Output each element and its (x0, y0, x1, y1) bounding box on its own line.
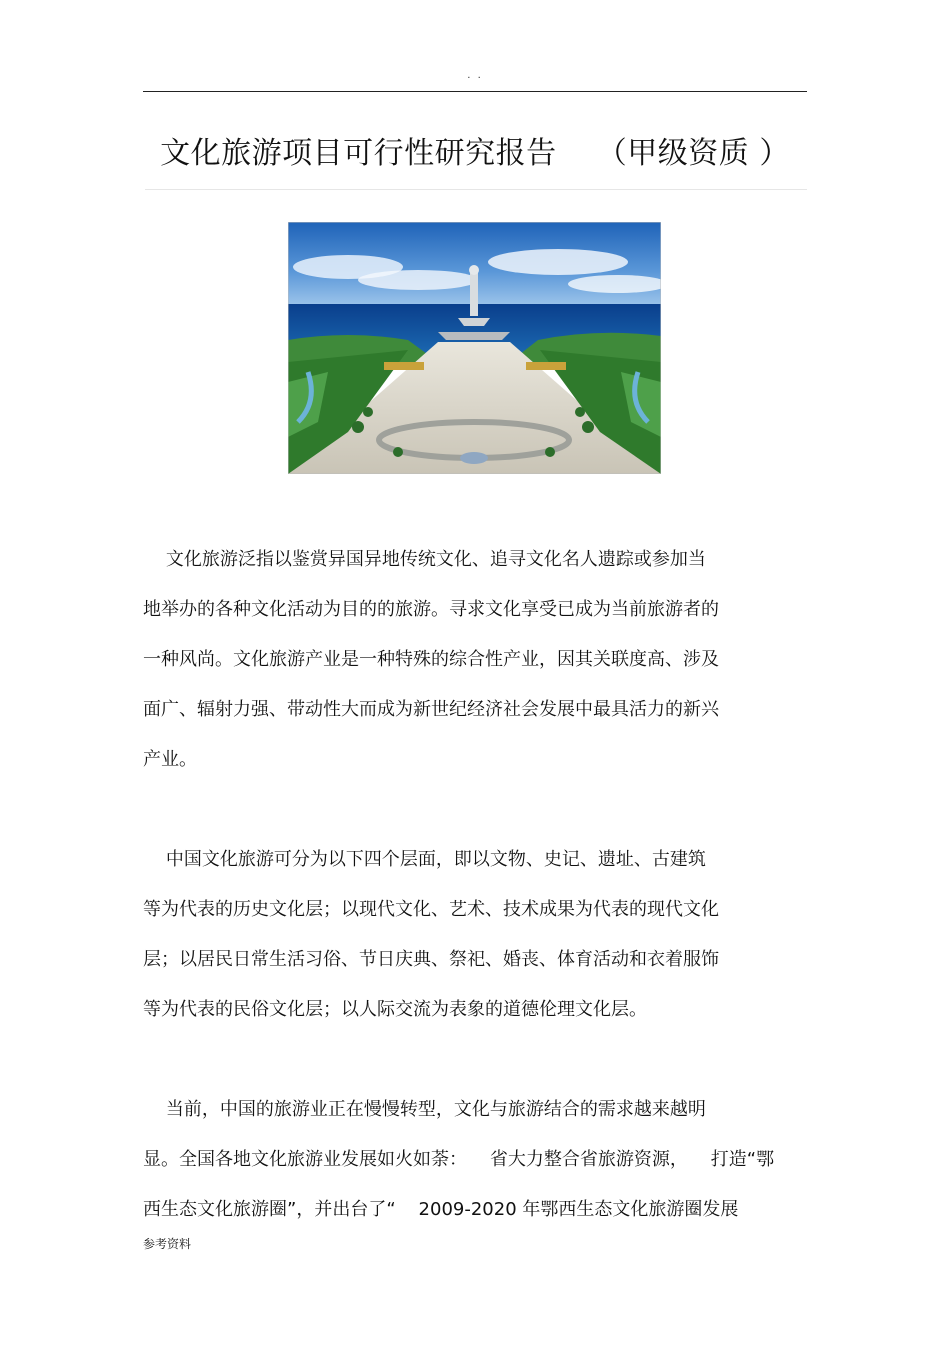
paragraph-line: 文化旅游泛指以鉴赏异国异地传统文化、追寻文化名人遗踪或参加当 (143, 549, 706, 570)
page-header-mark: . . (467, 70, 483, 81)
paragraph-line: 面广、辐射力强、带动性大而成为新世纪经济社会发展中最具活力的新兴 (143, 699, 719, 720)
paragraph-line: 中国文化旅游可分为以下四个层面，即以文物、史记、遗址、古建筑 (143, 849, 706, 870)
paragraph-2 (143, 835, 808, 1035)
paragraph-1 (143, 535, 808, 785)
paragraph-line: 西生态文化旅游圈”，并出台了“ 2009-2020 年鄂西生态文化旅游圈发展 (143, 1199, 739, 1220)
footer-reference-note: 参考资料 (143, 1237, 192, 1251)
paragraph-line: 显。全国各地文化旅游业发展如火如荼： 省大力整合省旅游资源， 打造“鄂 (143, 1149, 775, 1170)
paragraph-3 (143, 1085, 808, 1235)
paragraph-line: 地举办的各种文化活动为目的的旅游。寻求文化享受已成为当前旅游者的 (143, 599, 719, 620)
paragraph-line: 等为代表的历史文化层；以现代文化、艺术、技术成果为代表的现代文化 (143, 899, 719, 920)
paragraph-line: 产业。 (143, 749, 197, 770)
paragraph-line: 一种风尚。文化旅游产业是一种特殊的综合性产业，因其关联度高、涉及 (143, 649, 719, 670)
title-divider (145, 189, 807, 190)
paragraph-line: 当前，中国的旅游业正在慢慢转型，文化与旅游结合的需求越来越明 (143, 1099, 706, 1120)
paragraph-line: 层；以居民日常生活习俗、节日庆典、祭祀、婚丧、体育活动和衣着服饰 (143, 949, 719, 970)
paragraph-line: 等为代表的民俗文化层；以人际交流为表象的道德伦理文化层。 (143, 999, 647, 1020)
cultural-tourism-photo (288, 222, 661, 474)
header-divider (143, 91, 807, 92)
document-title: 文化旅游项目可行性研究报告 （甲级资质 ） (160, 136, 790, 171)
